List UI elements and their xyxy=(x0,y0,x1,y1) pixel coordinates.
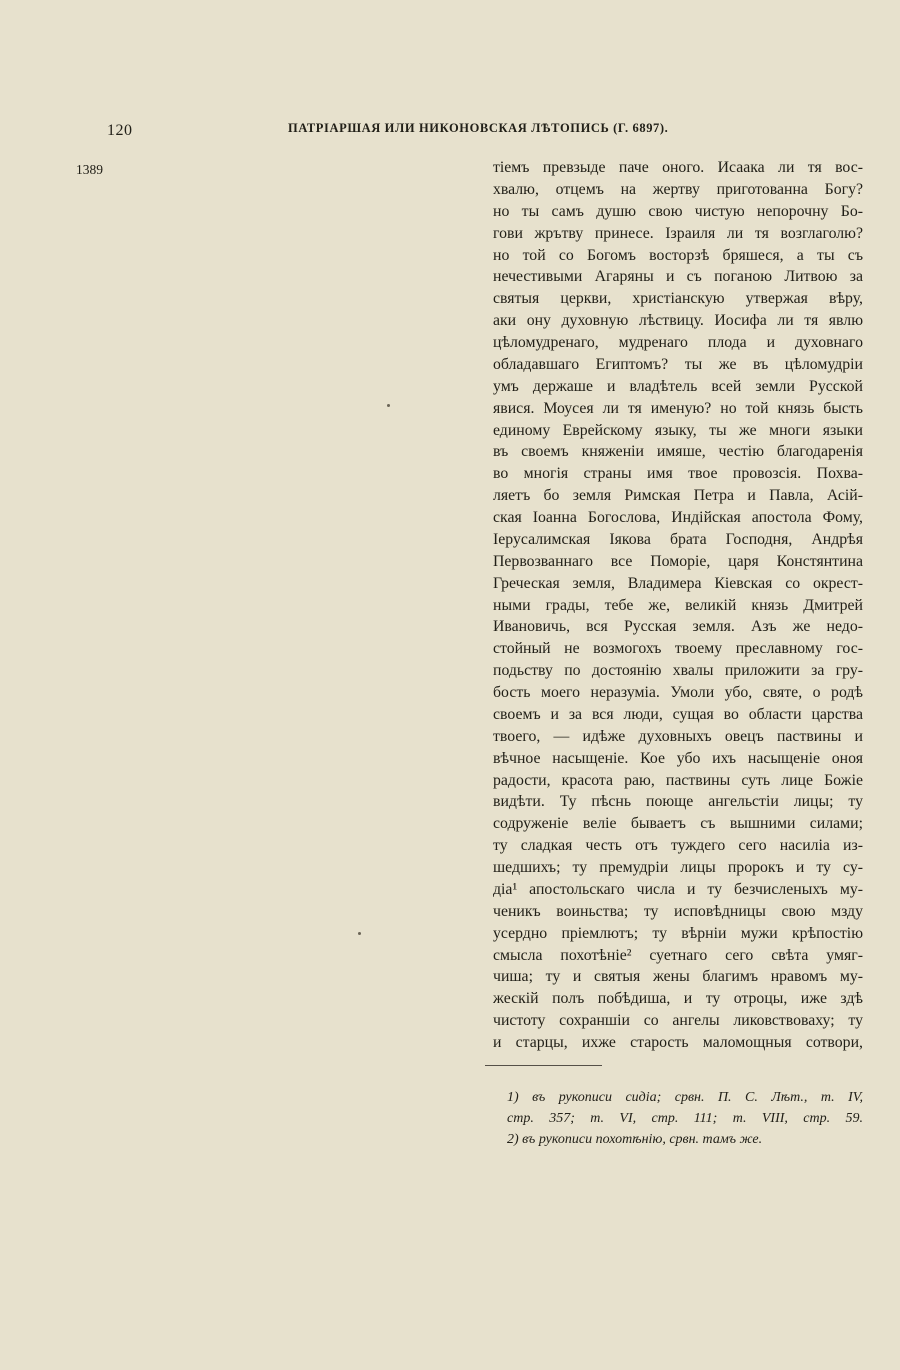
text-line: содруженіе веліе бываетъ съ вышними силами; xyxy=(493,815,863,833)
text-line: цѣломудренаго, мудренаго плода и духовнаго xyxy=(493,334,863,351)
text-line: нечестивыми Агаряны и съ поганою Литвою за xyxy=(493,268,863,286)
text-line: гови жрътву принесе. Ізраиля ли тя возглаголю? xyxy=(493,224,863,242)
text-line: смысла похотѣніе² суетнаго сего свѣта умяг- xyxy=(493,946,863,964)
text-line: ская Іоанна Богослова, Индійская апостола Фому, xyxy=(493,509,863,526)
text-line: ченикъ воиньства; ту исповѣдницы свою мзду xyxy=(493,902,863,920)
text-line: тіемъ превзыде паче оного. Исаака ли тя вос- xyxy=(493,159,863,176)
footnote-line: 1) въ рукописи сидіа; срвн. П. С. Лѣт., т. IV, xyxy=(507,1090,863,1105)
body-text-column xyxy=(493,157,863,1054)
text-line: усердно пріемлютъ; ту вѣрніи мужи крѣпостію xyxy=(493,924,863,942)
text-line: въ своемъ княженіи имяше, честію благодаренія xyxy=(493,443,863,461)
text-line: чистоту сохраншіи со ангелы ликовствоваху; ту xyxy=(493,1012,863,1030)
text-line: и старцы, ихже старость маломощныя сотвори, xyxy=(493,1034,863,1051)
text-line: единому Еврейскому языку, ты же многи языки xyxy=(493,421,863,439)
text-line: обладавшаго Египтомъ? ты же въ цѣломудріи xyxy=(493,355,863,373)
page-number: 120 xyxy=(107,122,133,139)
text-line: во многія страны имя твое провозсія. Похва- xyxy=(493,465,863,483)
text-line: стойный не возмогохъ твоему преславному гос- xyxy=(493,640,863,658)
footnote-line: стр. 357; т. VI, стр. 111; т. VIII, стр. 59. xyxy=(507,1111,863,1126)
text-line: ту сладкая честь отъ туждего сего насиліа из- xyxy=(493,837,863,855)
text-line: шедшихъ; ту премудріи лицы пророкъ и ту су- xyxy=(493,859,863,876)
text-line: хвалю, отцемъ на жертву приготованна Богу? xyxy=(493,180,863,198)
text-line: Греческая земля, Владимера Кіевская со окрест- xyxy=(493,574,863,592)
text-line: жескій полъ побѣдиша, и ту отроцы, иже здѣ xyxy=(493,990,863,1008)
running-title: ПАТРІАРШАЯ ИЛИ НИКОНОВСКАЯ ЛѢТОПИСЬ (Г. 6897). xyxy=(288,121,669,135)
text-line: Ивановичь, вся Русская земля. Азъ же недо- xyxy=(493,618,863,636)
text-line: но ты самъ душю свою чистую непорочну Бо- xyxy=(493,202,863,220)
text-line: явися. Моусея ли тя именую? но той князь бысть xyxy=(493,399,863,417)
text-line: твоего, — идѣже духовныхъ овецъ паствины и xyxy=(493,727,863,745)
text-line: чиша; ту и святыя жены благимъ нравомъ му- xyxy=(493,968,863,986)
text-line: ляетъ бо земля Римская Петра и Павла, Асій- xyxy=(493,487,863,505)
text-line: Іерусалимская Іякова брата Господня, Андрѣя xyxy=(493,530,863,548)
text-line: но той со Богомъ восторзѣ бряшеся, а ты съ xyxy=(493,246,863,264)
text-line: Первозваннаго все Поморіе, царя Констянтина xyxy=(493,552,863,570)
text-line: вѣчное насыщеніе. Кое убо ихъ насыщеніе оноя xyxy=(493,749,863,767)
text-line: своемъ и за вся люди, сущая во области царства xyxy=(493,705,863,723)
footnotes xyxy=(507,1087,863,1150)
text-line: умъ держаше и владѣтель всей земли Русской xyxy=(493,377,863,395)
text-line: святыя церкви, христіанскую утвержая вѣру, xyxy=(493,290,863,308)
text-line: діа¹ апостольскаго числа и ту безчисленыхъ му- xyxy=(493,880,863,898)
text-line: бость моего неразуміа. Умоли убо, святе, о родѣ xyxy=(493,684,863,701)
text-line: видѣти. Ту пѣснь поюще ангельстіи лицы; ту xyxy=(493,793,863,811)
text-line: подьству по достоянію хвалы приложити за гру- xyxy=(493,662,863,680)
text-line: аки ону духовную лѣствицу. Иосифа ли тя явлю xyxy=(493,312,863,330)
text-line: ными грады, тебе же, великій князь Дмитрей xyxy=(493,596,863,614)
margin-year: 1389 xyxy=(76,162,103,177)
paper-speck xyxy=(358,932,361,935)
paper-speck xyxy=(387,404,390,407)
footnote-divider xyxy=(485,1065,602,1066)
text-line: радости, красота раю, паствины суть лице Божіе xyxy=(493,771,863,789)
footnote-line: 2) въ рукописи похотѣнію, срвн. тамъ же. xyxy=(507,1132,763,1147)
